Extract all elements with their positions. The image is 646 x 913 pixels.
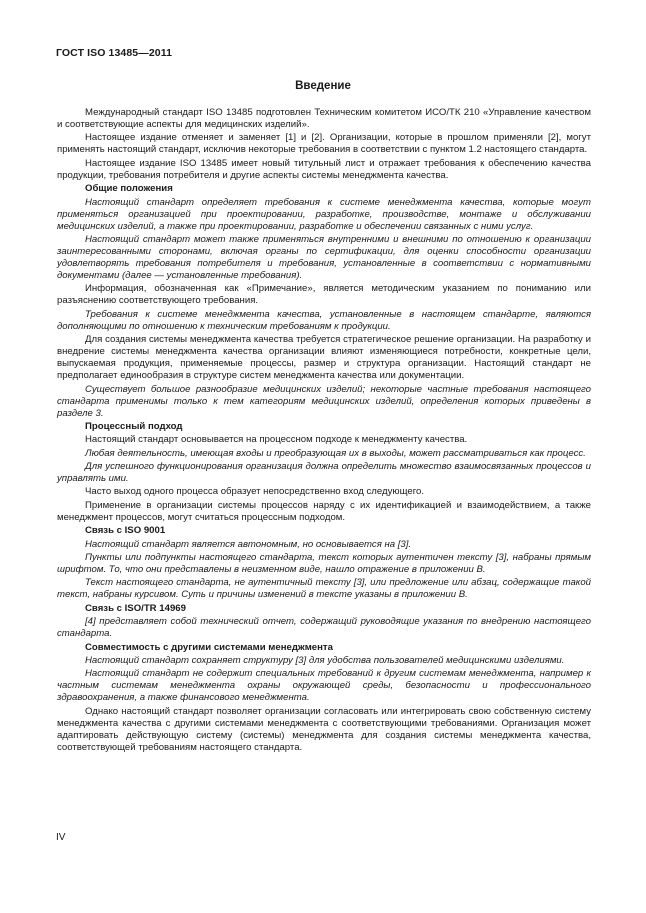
page-title: Введение — [295, 80, 351, 92]
paragraph-italic: Настоящий стандарт сохраняет структуру [3] для удобства пользователей медицинскими изделиями. — [85, 654, 565, 666]
section-heading: Связь с ISO 9001 — [85, 525, 166, 537]
paragraph-italic: Настоящий стандарт является автономным, но основывается на [3]. — [85, 538, 412, 550]
paragraph: Настоящее издание отменяет и заменяет [1] и [2]. Организации, которые в прошлом применяли [2], могут применять настоящий стандарт, исключив некоторые требования в соответствии с пунктом 1.2 настоящего стандарта. — [57, 132, 591, 156]
paragraph-italic: Настоящий стандарт определяет требования к системе менеджмента качества, которые могут применяться организацией при проектировании, разработке, производстве, монтаже и обслуживании медицинских изделий, а также при проектировании, разработке и обеспечении связанных с ними услуг. — [57, 196, 591, 232]
section-heading: Связь с ISO/TR 14969 — [85, 602, 186, 614]
paragraph: Часто выход одного процесса образует непосредственно вход следующего. — [85, 486, 424, 498]
section-heading: Общие положения — [85, 183, 173, 195]
paragraph: Международный стандарт ISO 13485 подготовлен Техническим комитетом ИСО/ТК 210 «Управление качеством и соответствующие аспекты для медицинских изделий». — [57, 107, 591, 130]
paragraph: Для создания системы менеджмента качества требуется стратегическое решение организации. На разработку и внедрение системы менеджмента качества организации влияют изменяющиеся потребности, конкретные цели, выпускаемая продукция, применяемые процессы, размер и структура организации. Настоящий стандарт не предполагает единообразия в структуре систем менеджмента качества или документации. — [57, 334, 591, 382]
paragraph-italic: Любая деятельность, имеющая входы и преобразующая их в выходы, может рассматриваться как процесс. — [85, 447, 586, 459]
paragraph-italic: Требования к системе менеджмента качества, установленные в настоящем стандарте, являются дополняющими по отношению к техническим требованиям к продукции. — [57, 308, 591, 332]
section-heading: Процессный подход — [85, 420, 183, 432]
paragraph: Применение в организации системы процессов наряду с их идентификацией и взаимодействием, а также менеджмент процессов, могут считаться процессным подходом. — [57, 499, 591, 523]
paragraph-italic: Текст настоящего стандарта, не аутентичный тексту [3], или предложение или абзац, содержащие такой текст, набраны курсивом. Суть и причины изменений в тексте указаны в приложении В. — [57, 577, 591, 601]
paragraph-italic: Настоящий стандарт не содержит специальных требований к другим системам менеджмента, например к частным системам менеджмента охраны окружающей среды, безопасности и профессионального здравоохранения, а также финансового менеджмента. — [57, 668, 591, 704]
paragraph: Настоящий стандарт основывается на процессном подходе к менеджменту качества. — [85, 434, 468, 446]
paragraph: Настоящее издание ISO 13485 имеет новый титульный лист и отражает требования к обеспечению качества продукции, требования потребителя и другие аспекты системы менеджмента качества. — [57, 157, 591, 181]
page-number: IV — [56, 832, 66, 843]
document-body — [57, 107, 591, 755]
paragraph-italic: Для успешного функционирования организация должна определить множество взаимосвязанных процессов и управлять ими. — [57, 461, 591, 485]
paragraph-italic: [4] представляет собой технический отчет, содержащий руководящие указания по внедрению настоящего стандарта. — [57, 616, 591, 640]
document-header-standard: ГОСТ ISO 13485—2011 — [56, 47, 173, 59]
section-heading: Совместимость с другими системами менеджмента — [85, 641, 333, 653]
paragraph-italic: Существует большое разнообразие медицинских изделий; некоторые частные требования настоящего стандарта применимы только к тем категориям медицинских изделий, определения которых приведены в разделе 3. — [57, 383, 591, 419]
paragraph-italic: Пункты или подпункты настоящего стандарта, текст которых аутентичен тексту [3], набраны прямым шрифтом. То, что они представлены в неизменном виде, нашло отражение в приложении В. — [57, 552, 591, 576]
paragraph-italic: Настоящий стандарт может также применяться внутренними и внешними по отношению к организации заинтересованными сторонами, включая органы по сертификации, для оценки способности организации удовлетворять требования потребителя и требования, установленные в соответствии с нормативными документами (далее — установленные требования). — [57, 233, 591, 281]
paragraph: Однако настоящий стандарт позволяет организации согласовать или интегрировать свою собственную систему менеджмента качества с другими системами менеджмента с соответствующими требованиями. Организация может адаптировать действующую систему (системы) менеджмента для создания системы менеджмента качества, соответствующей требованиям настоящего стандарта. — [57, 705, 591, 753]
paragraph: Информация, обозначенная как «Примечание», является методическим указанием по пониманию или разъяснению соответствующего требования. — [57, 283, 591, 307]
